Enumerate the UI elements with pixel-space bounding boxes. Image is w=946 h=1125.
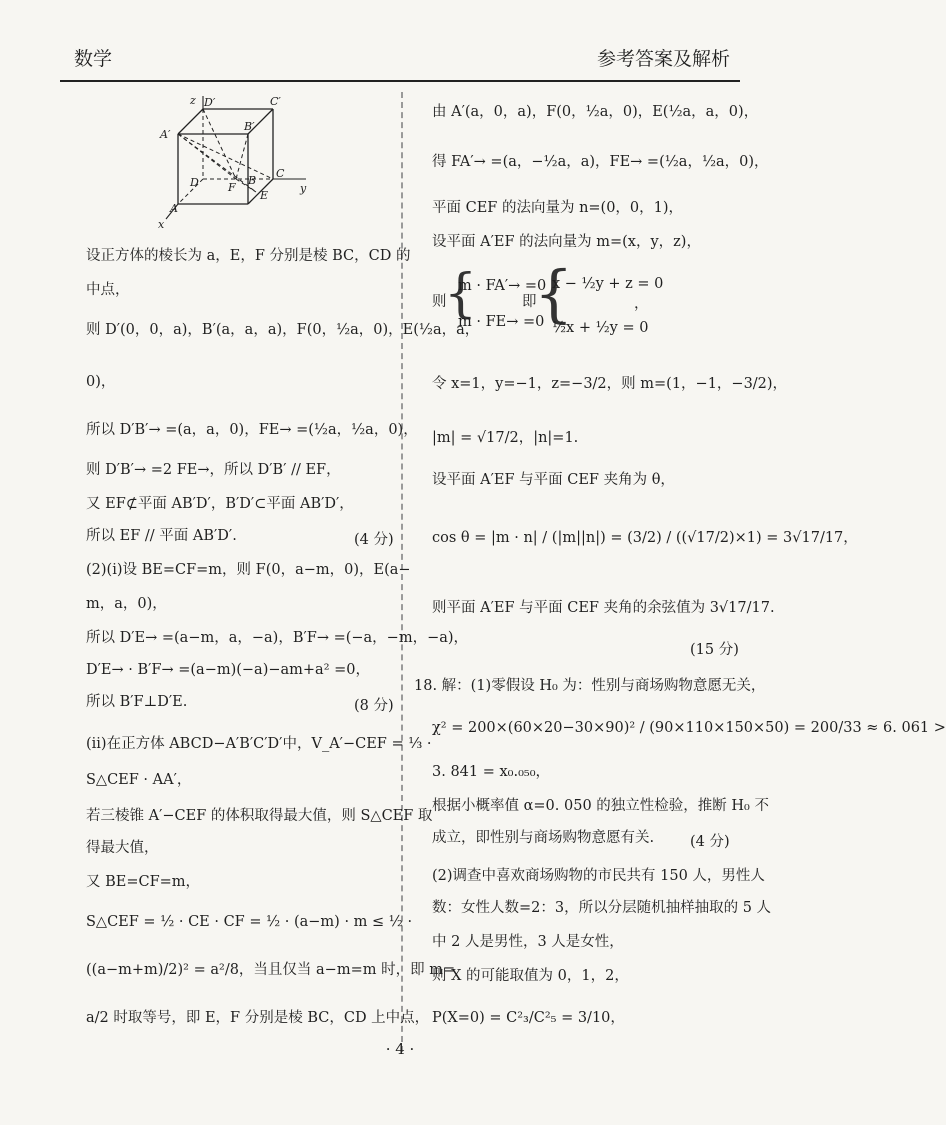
left-line-17: 得最大值， <box>86 840 159 856</box>
left-line-1: 设正方体的棱长为 a，E，F 分别是棱 BC，CD 的 <box>86 248 411 264</box>
right-line-19: P(X=0) = C²₃/C²₅ = 3/10， <box>432 1010 625 1026</box>
right-line-2: 得 FA′→ =(a，−½a，a)，FE→ =(½a，½a，0)， <box>432 154 769 170</box>
score-right-1: (15 分) <box>690 642 739 658</box>
label-C: C <box>276 167 285 180</box>
left-line-3: 则 D′(0，0，a)，B′(a，a，a)，F(0，½a，0)，E(½a，a， <box>86 322 480 338</box>
system-comma: ， <box>634 296 649 312</box>
label-y: y <box>300 182 307 195</box>
system-ze-label: 则 <box>432 294 447 310</box>
system-eq-3: x − ½y + z = 0 <box>552 276 664 292</box>
right-line-15: (2)调查中喜欢商场购物的市民共有 150 人，男性人 <box>432 868 765 884</box>
left-line-8: 所以 EF // 平面 AB′D′. <box>86 528 237 544</box>
right-line-8: cos θ = |m · n| / (|m||n|) = (3/2) / ((√17/2)×1) = 3√17/17， <box>432 530 858 546</box>
label-D: D <box>190 176 199 189</box>
left-line-6: 则 D′B′→ =2 FE→，所以 D′B′ // EF， <box>86 462 341 478</box>
label-A-prime: A′ <box>160 128 171 141</box>
score-left-2: (8 分) <box>354 698 394 714</box>
right-line-12: 3. 841 = x₀.₀₅₀， <box>432 764 551 780</box>
right-line-17: 中 2 人是男性，3 人是女性， <box>432 934 624 950</box>
right-line-4: 设平面 A′EF 的法向量为 m=(x，y，z)， <box>432 234 701 250</box>
score-right-2: (4 分) <box>690 834 730 850</box>
right-line-14: 成立，即性别与商场购物意愿有关. <box>432 830 655 846</box>
left-line-19: S△CEF = ½ · CE · CF = ½ · (a−m) · m ≤ ½ · <box>86 914 413 930</box>
right-line-5: 令 x=1，y=−1，z=−3/2，则 m=(1，−1，−3/2)， <box>432 376 788 392</box>
left-line-18: 又 BE=CF=m， <box>86 874 201 890</box>
label-B: B <box>248 174 257 187</box>
right-line-13: 根据小概率值 α=0. 050 的独立性检验，推断 H₀ 不 <box>432 798 769 814</box>
header-rule <box>60 80 740 82</box>
left-line-13: 所以 B′F⊥D′E. <box>86 694 188 710</box>
score-left-1: (4 分) <box>354 532 394 548</box>
left-line-16: 若三棱锥 A′−CEF 的体积取得最大值，则 S△CEF 取 <box>86 808 433 824</box>
page-number: · 4 · <box>385 1040 415 1058</box>
right-line-16: 数：女性人数=2：3，所以分层随机抽样抽取的 5 人 <box>432 900 772 916</box>
label-D-prime: D′ <box>204 96 216 109</box>
header-subject: 数学 <box>74 48 113 70</box>
label-C-prime: C′ <box>270 95 281 108</box>
left-line-10: m，a，0)， <box>86 596 167 612</box>
left-line-9: (2)(ⅰ)设 BE=CF=m，则 F(0，a−m，0)，E(a− <box>86 562 411 578</box>
left-line-5: 所以 D′B′→ =(a，a，0)，FE→ =(½a，½a，0)， <box>86 422 418 438</box>
left-line-20: ((a−m+m)/2)² = a²/8，当且仅当 a−m=m 时，即 m= <box>86 962 456 978</box>
system-eq-2: m · FE→ =0 <box>458 314 545 330</box>
label-F: F <box>228 181 236 194</box>
left-line-15: S△CEF · AA′， <box>86 772 192 788</box>
right-line-18: 则 X 的可能取值为 0，1，2， <box>432 968 629 984</box>
label-B-prime: B′ <box>244 120 255 133</box>
left-brace-2: { <box>534 257 574 330</box>
cube-figure <box>148 94 318 234</box>
label-z: z <box>190 94 196 107</box>
right-line-3: 平面 CEF 的法向量为 n=(0，0，1)， <box>432 200 684 216</box>
left-brace-1: { <box>444 264 478 324</box>
label-E: E <box>260 189 269 202</box>
system-ji-label: 即 <box>522 294 537 310</box>
right-line-11: χ² = 200×(60×20−30×90)² / (90×110×150×50) = 200/33 ≈ 6. 061 > <box>432 720 946 736</box>
right-line-6: |m| = √17/2，|n|=1. <box>432 430 579 446</box>
header-title: 参考答案及解析 <box>596 48 730 70</box>
left-line-2: 中点， <box>86 282 130 298</box>
left-line-14: (ⅱ)在正方体 ABCD−A′B′C′D′中，V_A′−CEF = ⅓ · <box>86 736 432 752</box>
label-A: A <box>170 202 178 215</box>
right-line-7: 设平面 A′EF 与平面 CEF 夹角为 θ， <box>432 472 675 488</box>
label-x: x <box>158 218 165 231</box>
right-line-9: 则平面 A′EF 与平面 CEF 夹角的余弦值为 3√17/17. <box>432 600 775 616</box>
left-line-11: 所以 D′E→ =(a−m，a，−a)，B′F→ =(−a，−m，−a)， <box>86 630 469 646</box>
system-eq-1: m · FA′→ =0 <box>458 278 547 294</box>
left-line-4: 0)， <box>86 374 116 390</box>
left-line-21: a/2 时取等号，即 E，F 分别是棱 BC，CD 上中点， <box>86 1010 430 1026</box>
right-line-1: 由 A′(a，0，a)，F(0，½a，0)，E(½a，a，0)， <box>432 104 759 120</box>
left-line-12: D′E→ · B′F→ =(a−m)(−a)−am+a² =0， <box>86 662 370 678</box>
right-line-10: 18. 解：(1)零假设 H₀ 为：性别与商场购物意愿无关， <box>414 678 766 694</box>
system-eq-4: ½x + ½y = 0 <box>552 320 649 336</box>
left-line-7: 又 EF⊄平面 AB′D′，B′D′⊂平面 AB′D′， <box>86 496 354 512</box>
